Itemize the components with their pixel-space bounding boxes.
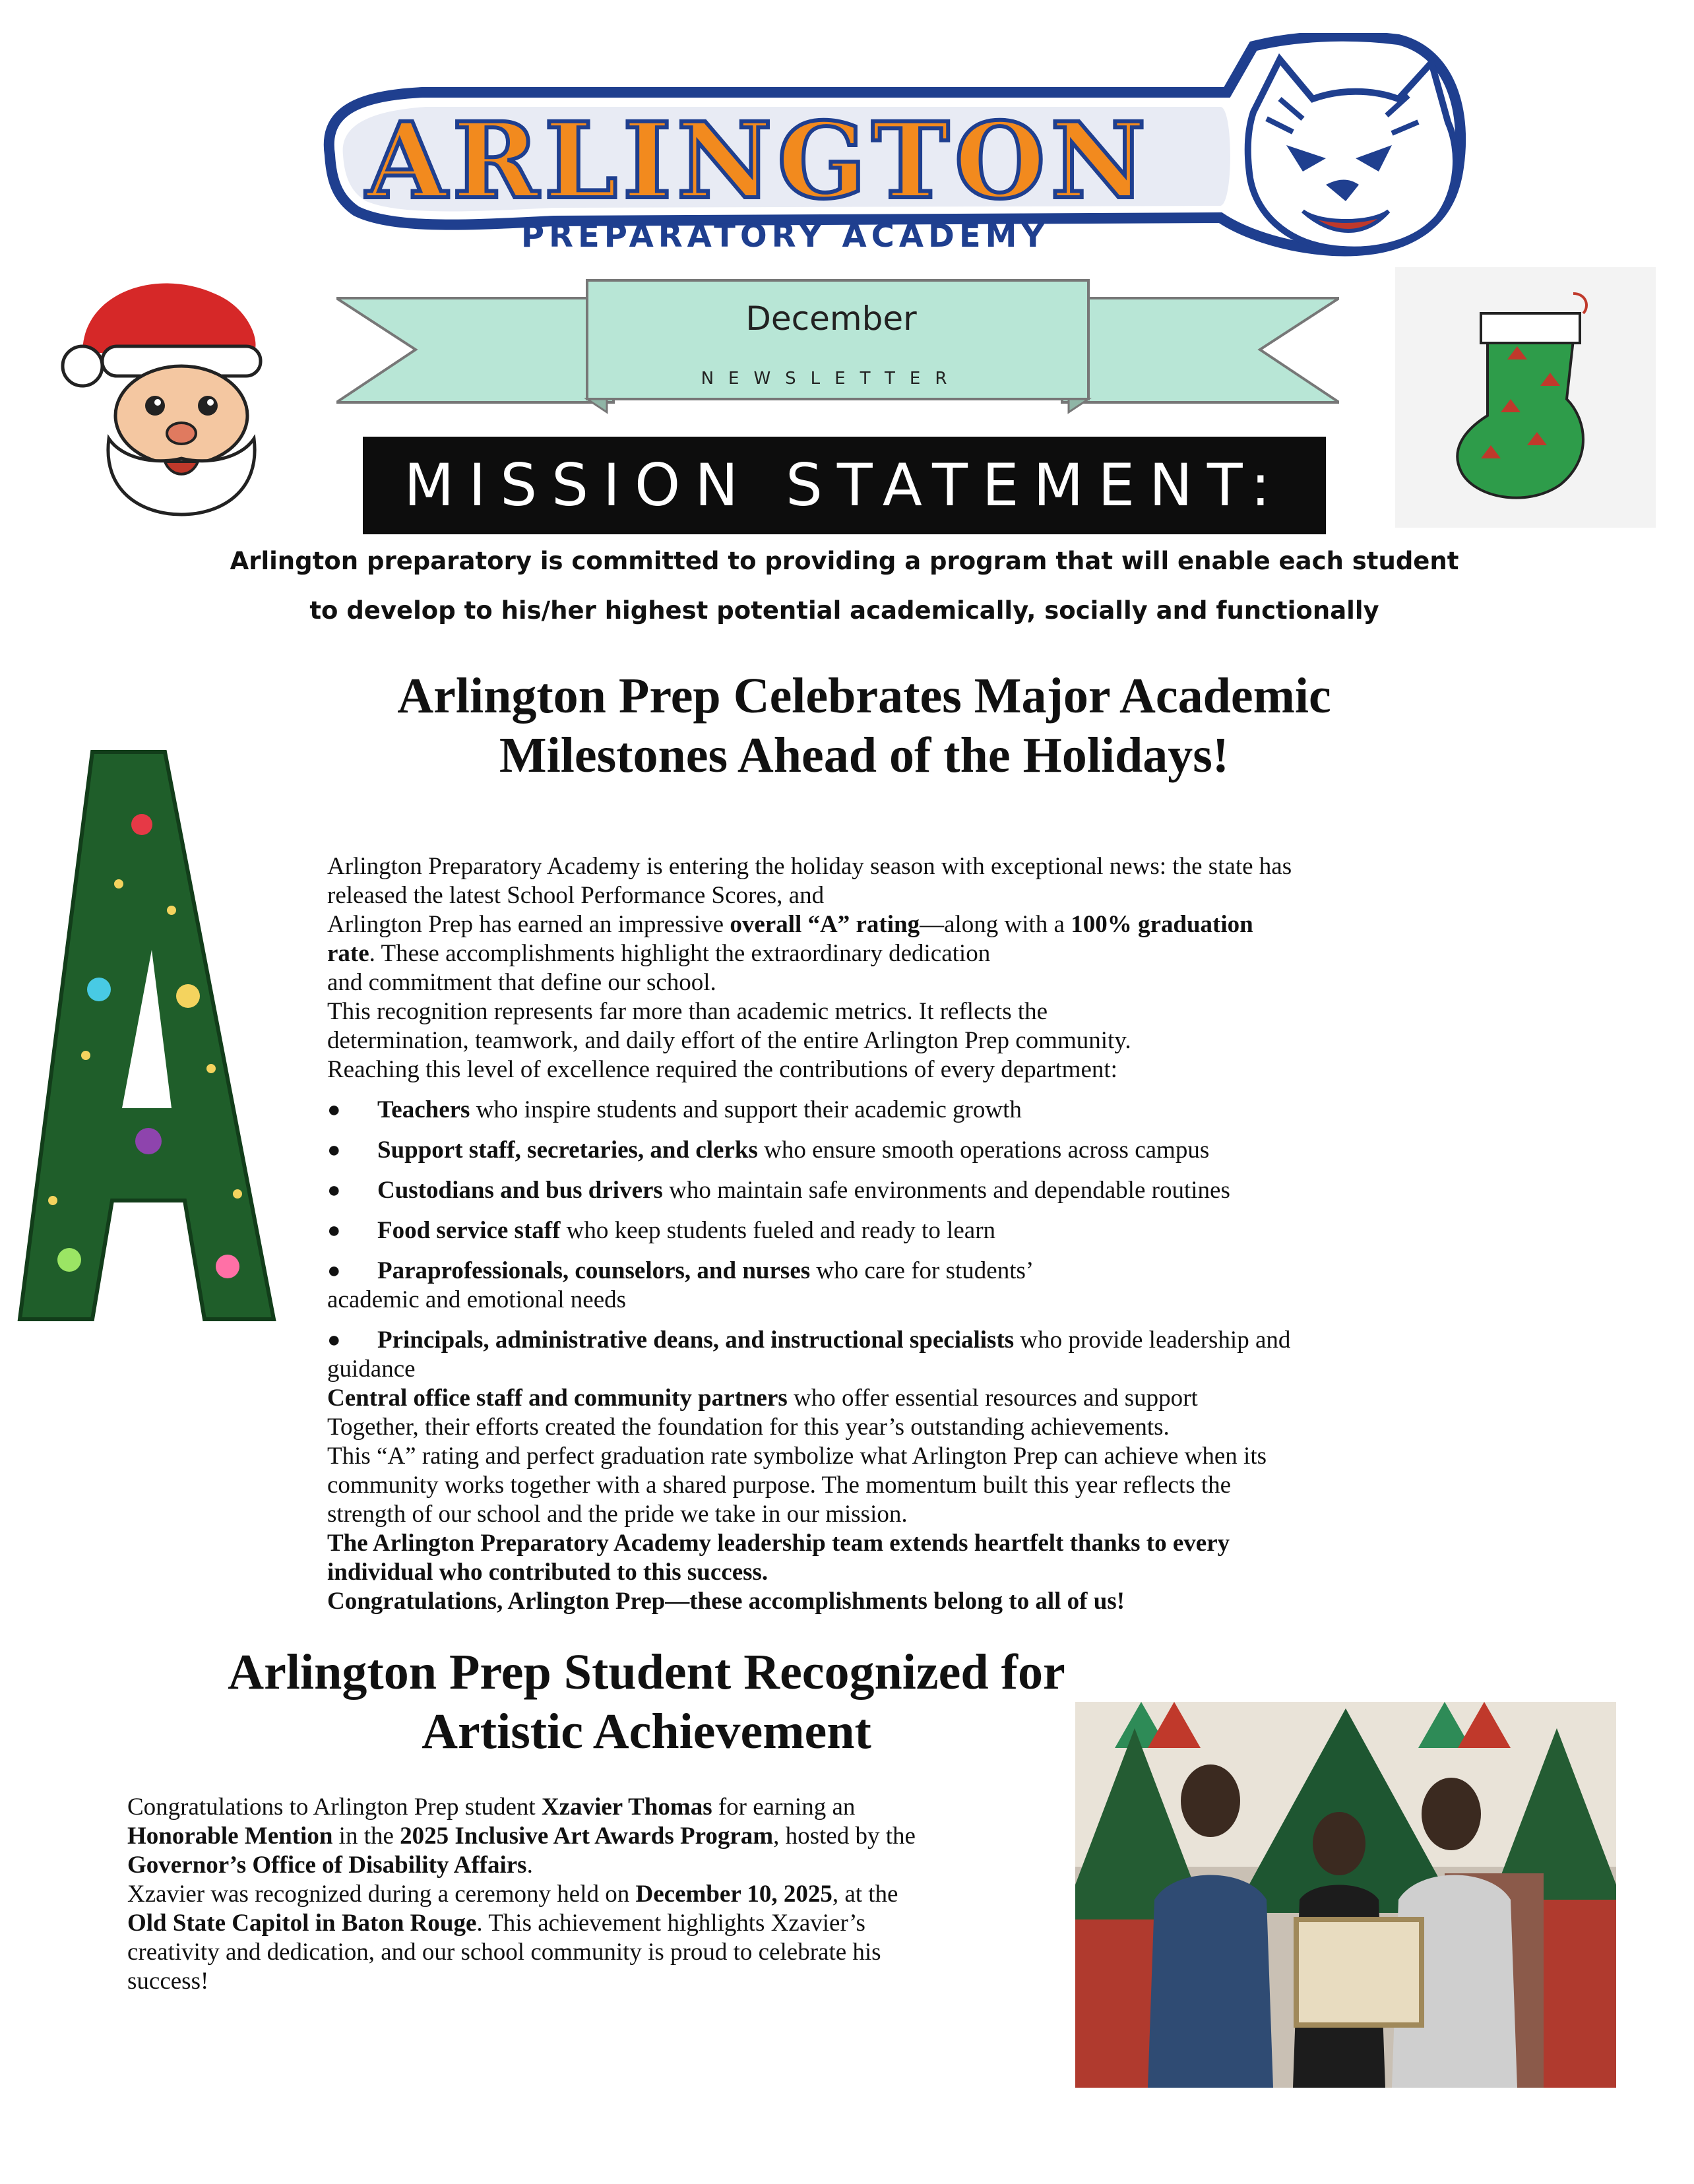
paragraph-line: creativity and dedication, and our school community is proud to celebrate his	[127, 1939, 881, 1966]
paragraph-line: Xzavier was recognized during a ceremony held on December 10, 2025, at the	[127, 1881, 898, 1908]
paragraph-line: Old State Capitol in Baton Rouge. This achievement highlights Xzavier’s	[127, 1910, 865, 1937]
article2-headline-line1: Arlington Prep Student Recognized for	[228, 1644, 1065, 1700]
mission-line-2: to develop to his/her highest potential academically, socially and functionally	[309, 596, 1379, 625]
paragraph-line: individual who contributed to this success.	[327, 1559, 769, 1586]
santa-icon	[43, 254, 313, 518]
article2-headline-line2: Artistic Achievement	[422, 1704, 871, 1759]
paragraph-line: Congratulations to Arlington Prep student Xzavier Thomas for earning an	[127, 1794, 856, 1821]
logo-title: ARLINGTON	[366, 100, 1151, 222]
paragraph-line: This “A” rating and perfect graduation rate symbolize what Arlington Prep can achieve when its	[327, 1443, 1267, 1470]
banner-month: December	[745, 299, 917, 338]
paragraph-line: rate. These accomplishments highlight the extraordinary dedication	[327, 940, 991, 967]
paragraph-line: released the latest School Performance Scores, and	[327, 882, 825, 909]
award-photo	[1075, 1702, 1616, 2088]
paragraph-line: and commitment that define our school.	[327, 969, 716, 996]
article2-headline	[119, 1642, 1174, 1761]
paragraph-line: Honorable Mention in the 2025 Inclusive Art Awards Program, hosted by the	[127, 1823, 916, 1850]
paragraph-line: The Arlington Preparatory Academy leadership team extends heartfelt thanks to every	[327, 1530, 1230, 1557]
paragraph-line: strength of our school and the pride we take in our mission.	[327, 1501, 908, 1528]
christmas-tree-letter-a	[13, 739, 277, 1326]
list-item: ● Custodians and bus drivers who maintain safe environments and dependable routines	[327, 1177, 1230, 1204]
bullet-icon: ●	[327, 1328, 341, 1352]
list-item: ● Support staff, secretaries, and clerks who ensure smooth operations across campus	[327, 1137, 1210, 1164]
article1-headline	[303, 666, 1425, 785]
logo-subtitle: PREPARATORY ACADEMY	[520, 218, 1050, 255]
list-item: ● Food service staff who keep students fueled and ready to learn	[327, 1217, 996, 1244]
paragraph-line: success!	[127, 1968, 209, 1995]
stocking-icon	[1395, 267, 1656, 528]
paragraph-line: community works together with a shared purpose. The momentum built this year reflects the	[327, 1472, 1232, 1499]
mission-heading: MISSION STATEMENT:	[363, 437, 1326, 534]
paragraph-line: Governor’s Office of Disability Affairs.	[127, 1852, 533, 1879]
paragraph-line: This recognition represents far more than academic metrics. It reflects the	[327, 998, 1048, 1025]
paragraph-line: determination, teamwork, and daily effort of the entire Arlington Prep community.	[327, 1027, 1131, 1054]
bullet-icon: ●	[327, 1218, 341, 1243]
banner-label: NEWSLETTER	[701, 369, 962, 389]
article1-body	[327, 852, 1462, 1616]
bullet-icon: ●	[327, 1098, 341, 1122]
paragraph-line: Congratulations, Arlington Prep—these accomplishments belong to all of us!	[327, 1588, 1125, 1615]
bullet-icon: ●	[327, 1178, 341, 1202]
paragraph-line: Together, their efforts created the foundation for this year’s outstanding achievements.	[327, 1414, 1170, 1441]
bullet-icon: ●	[327, 1259, 341, 1283]
list-item: ● Paraprofessionals, counselors, and nurses who care for students’ academic and emotional needs	[327, 1257, 1034, 1313]
paragraph-line: Arlington Prep has earned an impressive overall “A” rating—along with a 100% graduation	[327, 911, 1253, 938]
bullet-icon: ●	[327, 1138, 341, 1162]
article1-headline-line1: Arlington Prep Celebrates Major Academic	[397, 668, 1331, 724]
list-item: ● Teachers who inspire students and support their academic growth	[327, 1096, 1022, 1123]
article1-headline-line2: Milestones Ahead of the Holidays!	[499, 728, 1230, 783]
paragraph-line: Reaching this level of excellence required the contributions of every department:	[327, 1056, 1117, 1083]
article2-body	[127, 1793, 1044, 1996]
mission-line-1: Arlington preparatory is committed to providing a program that will enable each student	[230, 547, 1459, 575]
paragraph-line: Central office staff and community partners who offer essential resources and support	[327, 1385, 1198, 1412]
paragraph-line: Arlington Preparatory Academy is entering the holiday season with exceptional news: the state has	[327, 853, 1292, 880]
list-item: ● Principals, administrative deans, and instructional specialists who provide leadership and guidance	[327, 1326, 1291, 1383]
